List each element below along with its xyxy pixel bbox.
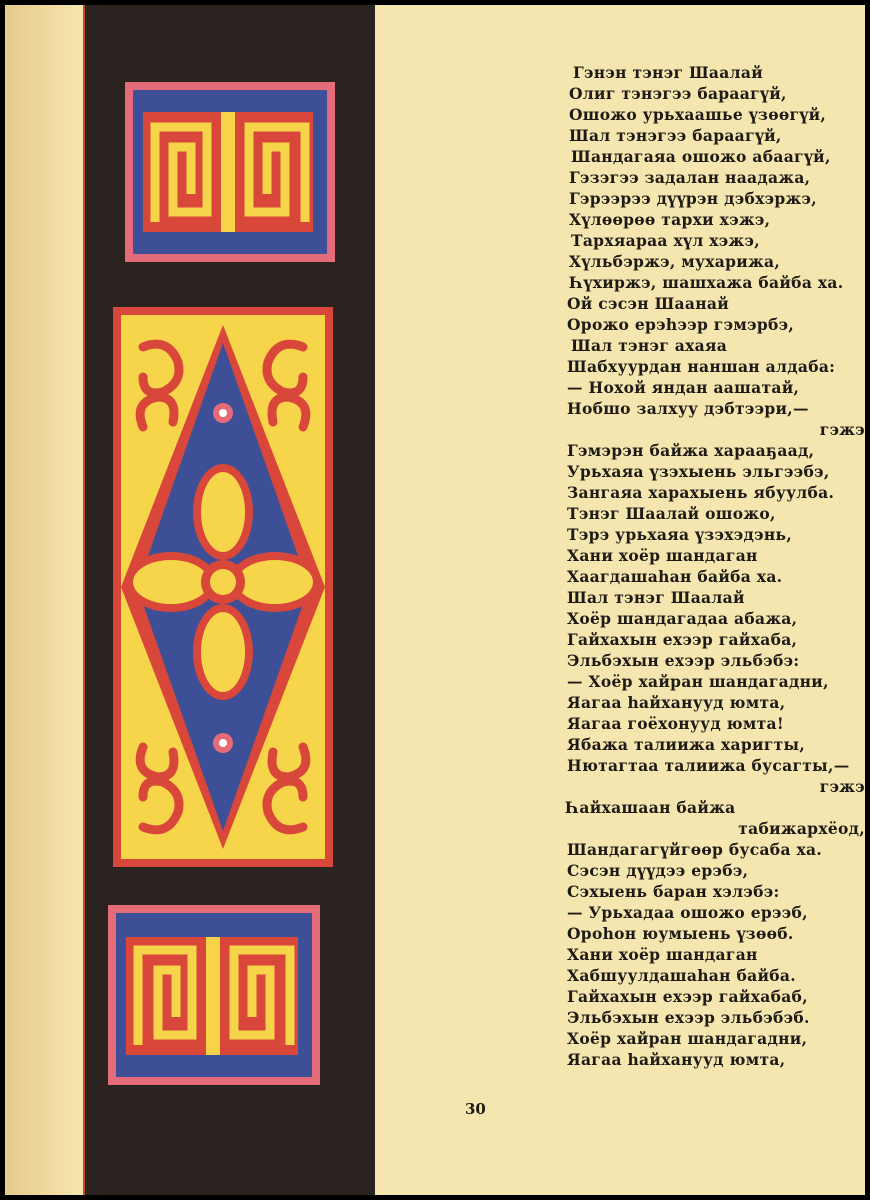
poem-line: Урьхаяа үзэхыень эльгээбэ,: [567, 462, 830, 481]
poem-line: Орожо ерэһээр гэмэрбэ,: [567, 315, 795, 334]
poem-line: Гэзэгээ задалан наадажа,: [569, 168, 811, 187]
poem-line: Хоёр шандагадаа абажа,: [567, 609, 798, 628]
poem-line: Ябажа талиижа харигты,: [567, 735, 806, 754]
top-ornament-panel: [125, 82, 335, 262]
poem-line: Хабшуулдашаһан байба.: [567, 966, 796, 985]
poem-line: Тэрэ урьхаяа үзэхэдэнь,: [567, 525, 793, 544]
poem-line: Тархяараа хүл хэжэ,: [571, 231, 760, 250]
poem-line: Нютагтаа талиижа бусагты,—: [567, 756, 850, 775]
poem-line: Шал тэнэгээ бараагүй,: [569, 126, 782, 145]
poem-line: Яагаа һайханууд юмта,: [567, 693, 786, 712]
poem-line: Ороһон юумыень үзөөб.: [567, 924, 794, 943]
poem-line: — Хоёр хайран шандагадни,: [567, 672, 829, 691]
poem-line: Хоёр хайран шандагадни,: [567, 1029, 808, 1048]
poem-line: Тэнэг Шаалай ошожо,: [567, 504, 776, 523]
poem-line: Эльбэхын ехээр эльбэбэб.: [567, 1008, 810, 1027]
book-page: [5, 5, 865, 1195]
poem-line: Гэнэн тэнэг Шаалай: [573, 63, 763, 82]
poem-line: Шандагагүйгөөр бусаба ха.: [567, 840, 823, 859]
poem-line: Шабхуурдан наншан алдаба:: [567, 357, 836, 376]
poem-line: Олиг тэнэгээ бараагүй,: [569, 84, 787, 103]
poem-line: Шал тэнэг Шаалай: [567, 588, 745, 607]
poem-line: Шандагаяа ошожо абаагүй,: [571, 147, 831, 166]
poem-line: Һүхиржэ, шашхажа байба ха.: [569, 273, 844, 292]
poem-line: Хаагдашаһан байба ха.: [567, 567, 783, 586]
poem-line: Гайхахын ехээр гайхаба,: [567, 630, 798, 649]
poem-line: Шал тэнэг ахаяа: [571, 336, 728, 355]
poem-line: гэжэ: [819, 420, 865, 439]
poem-line: Яагаа һайханууд юмта,: [567, 1050, 786, 1069]
central-diamond-panel: [113, 307, 333, 867]
poem-line: Яагаа гоёхонууд юмта!: [567, 714, 784, 733]
bottom-ornament-panel: [108, 905, 320, 1085]
poem-line: табижархёод,: [738, 819, 865, 838]
poem-line: Гэрээрээ дүүрэн дэбхэржэ,: [569, 189, 817, 208]
poem-line: Хани хоёр шандаган: [567, 945, 758, 964]
poem-line: Гайхахын ехээр гайхабаб,: [567, 987, 808, 1006]
poem-line: Һайхашаан байжа: [565, 798, 736, 817]
poem-text: [565, 62, 865, 1070]
poem-line: Хани хоёр шандаган: [567, 546, 758, 565]
poem-line: гэжэ: [819, 777, 865, 796]
poem-line: Гэмэрэн байжа харааҕаад,: [567, 441, 815, 460]
poem-line: Эльбэхын ехээр эльбэбэ:: [567, 651, 800, 670]
poem-line: Нобшо залхуу дэбтээри,—: [567, 399, 809, 418]
poem-line: Ой сэсэн Шаанай: [567, 294, 730, 313]
poem-line: Ошожо урьхаашье үзөөгүй,: [569, 105, 827, 124]
poem-line: Сэхыень баран хэлэбэ:: [567, 882, 780, 901]
page-number: 30: [465, 1100, 486, 1118]
poem-line: — Нохой яндан аашатай,: [567, 378, 800, 397]
page-margin: [5, 5, 87, 1195]
poem-line: Хүльбэржэ, мухарижа,: [569, 252, 781, 271]
poem-line: Зангаяа харахыень ябуулба.: [567, 483, 835, 502]
poem-line: Сэсэн дүүдээ ерэбэ,: [567, 861, 749, 880]
poem-line: — Урьхадаа ошожо ерээб,: [567, 903, 808, 922]
poem-line: Хүлөөрөө тархи хэжэ,: [569, 210, 771, 229]
